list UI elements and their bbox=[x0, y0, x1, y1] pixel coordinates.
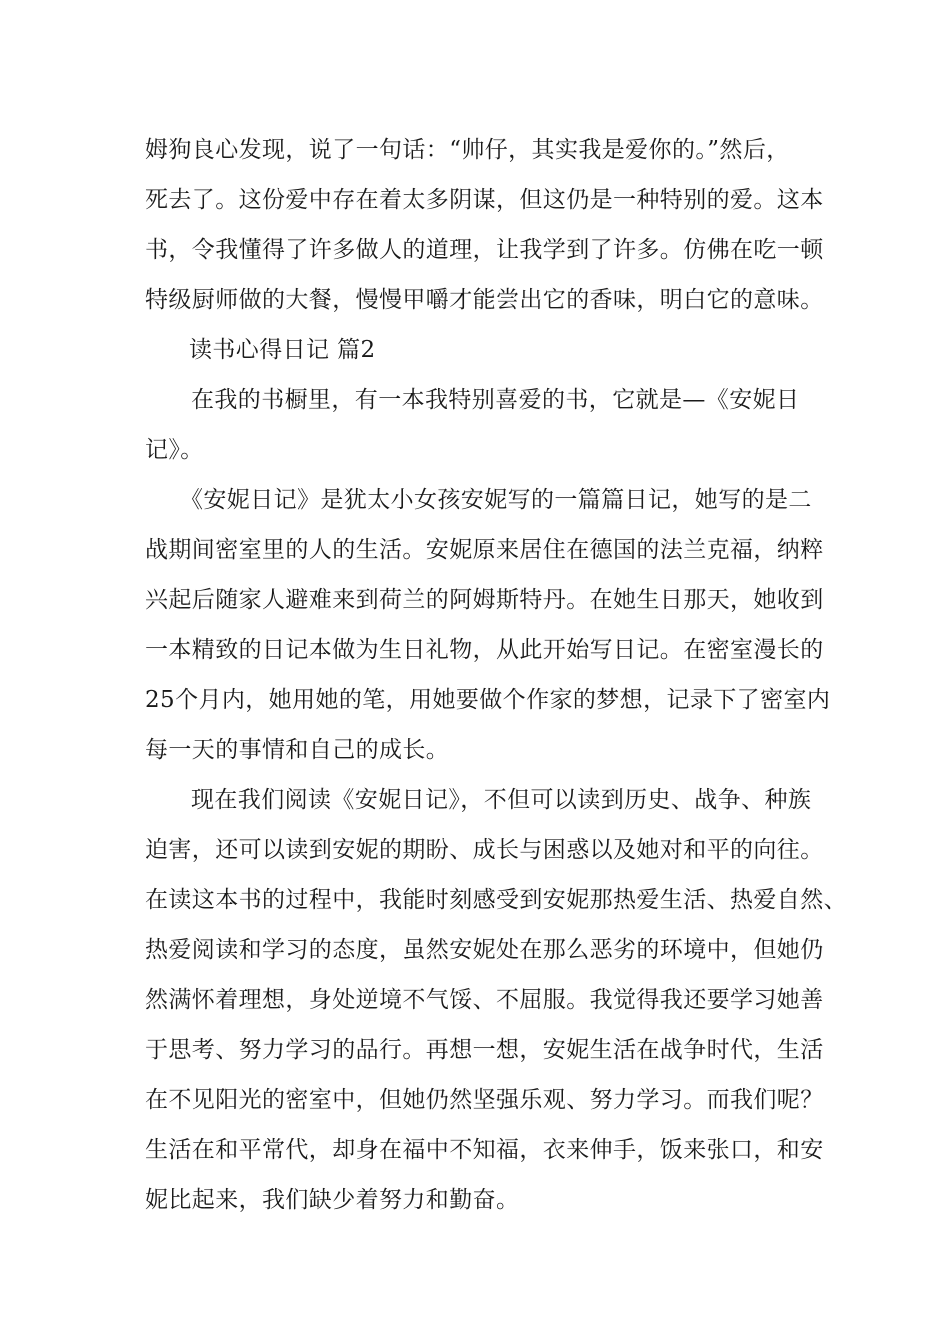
text-line: 热爱阅读和学习的态度，虽然安妮处在那么恶劣的环境中，但她仍 bbox=[145, 937, 824, 963]
text-line: 25个月内，她用她的笔，用她要做个作家的梦想，记录下了密室内 bbox=[145, 687, 831, 713]
text-line: 死去了。这份爱中存在着太多阴谋，但这仍是一种特别的爱。这本 bbox=[145, 187, 824, 213]
text-line: 记》。 bbox=[145, 437, 204, 463]
text-line: 在我的书橱里，有一本我特别喜爱的书，它就是—《安妮日 bbox=[191, 387, 800, 413]
text-line: 《安妮日记》是犹太小女孩安妮写的一篇篇日记，她写的是二 bbox=[180, 487, 812, 513]
text-line: 然满怀着理想，身处逆境不气馁、不屈服。我觉得我还要学习她善 bbox=[145, 987, 824, 1013]
text-line: 书，令我懂得了许多做人的道理，让我学到了许多。仿佛在吃一顿 bbox=[145, 237, 824, 263]
section-heading: 读书心得日记 篇2 bbox=[189, 337, 376, 363]
text-line: 特级厨师做的大餐，慢慢甲嚼才能尝出它的香味，明白它的意味。 bbox=[145, 287, 824, 313]
text-line: 妮比起来，我们缺少着努力和勤奋。 bbox=[145, 1187, 520, 1213]
text-line: 姆狗良心发现，说了一句话：“帅仔，其实我是爱你的。”然后， bbox=[145, 137, 790, 163]
text-line: 于思考、努力学习的品行。再想一想，安妮生活在战争时代，生活 bbox=[145, 1037, 824, 1063]
text-line: 战期间密室里的人的生活。安妮原来居住在德国的法兰克福，纳粹 bbox=[145, 537, 824, 563]
text-line: 在不见阳光的密室中，但她仍然坚强乐观、努力学习。而我们呢？ bbox=[145, 1087, 824, 1113]
text-line: 兴起后随家人避难来到荷兰的阿姆斯特丹。在她生日那天，她收到 bbox=[145, 587, 824, 613]
text-line: 每一天的事情和自己的成长。 bbox=[145, 737, 450, 763]
text-line: 在读这本书的过程中，我能时刻感受到安妮那热爱生活、热爱自然、 bbox=[145, 887, 847, 913]
text-line: 迫害，还可以读到安妮的期盼、成长与困惑以及她对和平的向往。 bbox=[145, 837, 824, 863]
text-line: 现在我们阅读《安妮日记》，不但可以读到历史、战争、种族 bbox=[191, 787, 812, 813]
text-line: 一本精致的日记本做为生日礼物，从此开始写日记。在密室漫长的 bbox=[145, 637, 824, 663]
text-line: 生活在和平常代，却身在福中不知福，衣来伸手，饭来张口，和安 bbox=[145, 1137, 824, 1163]
